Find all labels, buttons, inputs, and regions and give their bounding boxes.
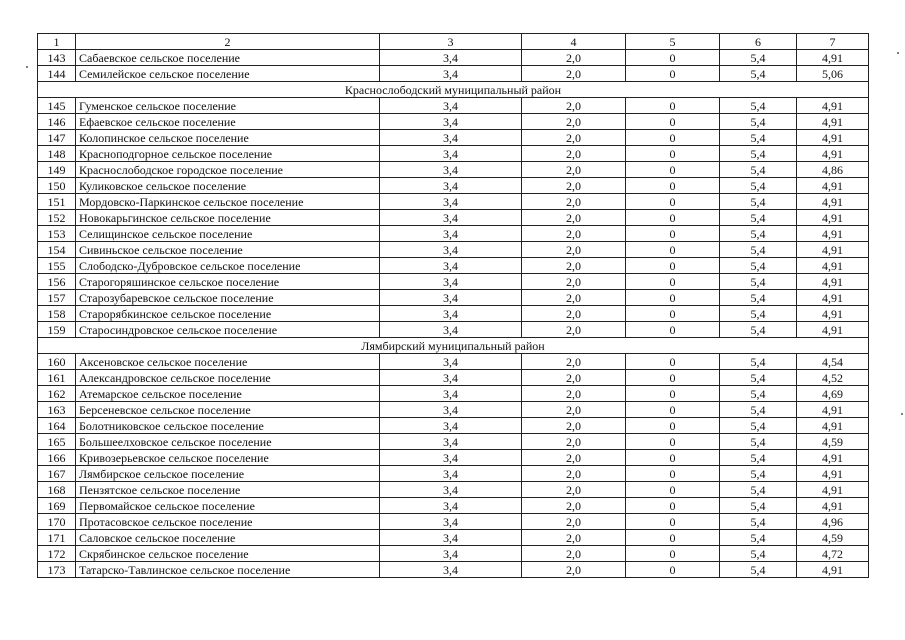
value-col-4: 2,0	[522, 434, 626, 450]
value-col-3: 3,4	[380, 130, 522, 146]
value-col-7: 4,91	[797, 98, 869, 114]
value-col-6: 5,4	[720, 530, 797, 546]
value-col-3: 3,4	[380, 98, 522, 114]
value-col-3: 3,4	[380, 514, 522, 530]
value-col-4: 2,0	[522, 178, 626, 194]
header-row	[38, 34, 869, 50]
value-col-4: 2,0	[522, 306, 626, 322]
value-col-7: 4,59	[797, 434, 869, 450]
value-col-7: 4,91	[797, 498, 869, 514]
row-number: 152	[38, 210, 76, 226]
value-col-7: 4,91	[797, 242, 869, 258]
row-number: 166	[38, 450, 76, 466]
value-col-3: 3,4	[380, 386, 522, 402]
table-row	[38, 546, 869, 562]
section-title: Краснослободский муниципальный район	[38, 82, 869, 98]
row-number: 173	[38, 562, 76, 578]
row-number: 171	[38, 530, 76, 546]
value-col-5: 0	[626, 418, 720, 434]
section-row	[38, 338, 869, 354]
settlement-name: Куликовское сельское поселение	[76, 178, 380, 194]
value-col-5: 0	[626, 402, 720, 418]
value-col-7: 5,06	[797, 66, 869, 82]
settlement-name: Александровское сельское поселение	[76, 370, 380, 386]
table-row	[38, 530, 869, 546]
value-col-7: 4,86	[797, 162, 869, 178]
value-col-3: 3,4	[380, 354, 522, 370]
scan-speck	[26, 66, 28, 68]
settlement-name: Слободско-Дубровское сельское поселение	[76, 258, 380, 274]
value-col-4: 2,0	[522, 258, 626, 274]
section-row	[38, 82, 869, 98]
row-number: 167	[38, 466, 76, 482]
settlement-name: Сабаевское сельское поселение	[76, 50, 380, 66]
row-number: 170	[38, 514, 76, 530]
value-col-6: 5,4	[720, 210, 797, 226]
settlement-name: Аксеновское сельское поселение	[76, 354, 380, 370]
table-row	[38, 194, 869, 210]
value-col-4: 2,0	[522, 226, 626, 242]
table-body	[38, 34, 869, 578]
row-number: 161	[38, 370, 76, 386]
table-row	[38, 450, 869, 466]
row-number: 145	[38, 98, 76, 114]
value-col-7: 4,91	[797, 306, 869, 322]
settlement-name: Протасовское сельское поселение	[76, 514, 380, 530]
value-col-7: 4,91	[797, 178, 869, 194]
row-number: 156	[38, 274, 76, 290]
value-col-4: 2,0	[522, 418, 626, 434]
value-col-5: 0	[626, 114, 720, 130]
value-col-5: 0	[626, 322, 720, 338]
value-col-6: 5,4	[720, 466, 797, 482]
value-col-5: 0	[626, 162, 720, 178]
value-col-6: 5,4	[720, 562, 797, 578]
settlement-name: Семилейское сельское поселение	[76, 66, 380, 82]
value-col-3: 3,4	[380, 498, 522, 514]
value-col-4: 2,0	[522, 210, 626, 226]
value-col-3: 3,4	[380, 226, 522, 242]
header-cell-5: 5	[626, 34, 720, 50]
value-col-5: 0	[626, 530, 720, 546]
value-col-4: 2,0	[522, 482, 626, 498]
value-col-5: 0	[626, 466, 720, 482]
table-row	[38, 498, 869, 514]
row-number: 163	[38, 402, 76, 418]
table-row	[38, 290, 869, 306]
value-col-7: 4,91	[797, 450, 869, 466]
value-col-6: 5,4	[720, 402, 797, 418]
row-number: 162	[38, 386, 76, 402]
settlement-name: Красноподгорное сельское поселение	[76, 146, 380, 162]
row-number: 165	[38, 434, 76, 450]
table-row	[38, 514, 869, 530]
value-col-7: 4,91	[797, 562, 869, 578]
value-col-5: 0	[626, 290, 720, 306]
value-col-4: 2,0	[522, 370, 626, 386]
value-col-4: 2,0	[522, 466, 626, 482]
value-col-3: 3,4	[380, 402, 522, 418]
table-row	[38, 402, 869, 418]
settlement-name: Первомайское сельское поселение	[76, 498, 380, 514]
section-title: Лямбирский муниципальный район	[38, 338, 869, 354]
row-number: 164	[38, 418, 76, 434]
value-col-7: 4,59	[797, 530, 869, 546]
settlement-name: Новокарьгинское сельское поселение	[76, 210, 380, 226]
table-row	[38, 178, 869, 194]
value-col-6: 5,4	[720, 482, 797, 498]
value-col-4: 2,0	[522, 274, 626, 290]
table-row	[38, 482, 869, 498]
value-col-5: 0	[626, 370, 720, 386]
settlement-name: Мордовско-Паркинское сельское поселение	[76, 194, 380, 210]
value-col-6: 5,4	[720, 178, 797, 194]
settlement-name: Кривозерьевское сельское поселение	[76, 450, 380, 466]
value-col-6: 5,4	[720, 146, 797, 162]
value-col-7: 4,91	[797, 322, 869, 338]
settlement-name: Саловское сельское поселение	[76, 530, 380, 546]
table-row	[38, 306, 869, 322]
value-col-4: 2,0	[522, 98, 626, 114]
value-col-7: 4,72	[797, 546, 869, 562]
value-col-5: 0	[626, 482, 720, 498]
settlement-name: Болотниковское сельское поселение	[76, 418, 380, 434]
header-cell-2: 2	[76, 34, 380, 50]
value-col-4: 2,0	[522, 546, 626, 562]
value-col-5: 0	[626, 146, 720, 162]
value-col-3: 3,4	[380, 66, 522, 82]
value-col-5: 0	[626, 274, 720, 290]
table-row	[38, 146, 869, 162]
value-col-7: 4,52	[797, 370, 869, 386]
value-col-6: 5,4	[720, 450, 797, 466]
value-col-6: 5,4	[720, 306, 797, 322]
table-row	[38, 386, 869, 402]
value-col-6: 5,4	[720, 194, 797, 210]
table-row	[38, 98, 869, 114]
value-col-7: 4,69	[797, 386, 869, 402]
value-col-4: 2,0	[522, 130, 626, 146]
value-col-5: 0	[626, 242, 720, 258]
row-number: 157	[38, 290, 76, 306]
row-number: 168	[38, 482, 76, 498]
value-col-7: 4,96	[797, 514, 869, 530]
table-row	[38, 130, 869, 146]
value-col-4: 2,0	[522, 530, 626, 546]
value-col-5: 0	[626, 210, 720, 226]
value-col-3: 3,4	[380, 50, 522, 66]
value-col-4: 2,0	[522, 146, 626, 162]
value-col-3: 3,4	[380, 466, 522, 482]
value-col-3: 3,4	[380, 274, 522, 290]
settlement-name: Старорябкинское сельское поселение	[76, 306, 380, 322]
value-col-7: 4,91	[797, 402, 869, 418]
value-col-7: 4,91	[797, 50, 869, 66]
value-col-6: 5,4	[720, 322, 797, 338]
value-col-3: 3,4	[380, 434, 522, 450]
value-col-6: 5,4	[720, 258, 797, 274]
row-number: 160	[38, 354, 76, 370]
value-col-6: 5,4	[720, 514, 797, 530]
value-col-5: 0	[626, 258, 720, 274]
table-row	[38, 434, 869, 450]
header-cell-1: 1	[38, 34, 76, 50]
header-cell-3: 3	[380, 34, 522, 50]
value-col-5: 0	[626, 178, 720, 194]
value-col-3: 3,4	[380, 178, 522, 194]
table-row	[38, 562, 869, 578]
value-col-6: 5,4	[720, 434, 797, 450]
table-row	[38, 50, 869, 66]
table-row	[38, 210, 869, 226]
settlement-name: Старозубаревское сельское поселение	[76, 290, 380, 306]
settlement-name: Селищинское сельское поселение	[76, 226, 380, 242]
value-col-4: 2,0	[522, 562, 626, 578]
row-number: 159	[38, 322, 76, 338]
settlement-name: Старогоряшинское сельское поселение	[76, 274, 380, 290]
table-row	[38, 242, 869, 258]
settlement-name: Краснослободское городское поселение	[76, 162, 380, 178]
row-number: 144	[38, 66, 76, 82]
settlement-name: Скрябинское сельское поселение	[76, 546, 380, 562]
value-col-7: 4,91	[797, 258, 869, 274]
table-row	[38, 162, 869, 178]
value-col-6: 5,4	[720, 274, 797, 290]
value-col-3: 3,4	[380, 210, 522, 226]
value-col-7: 4,91	[797, 466, 869, 482]
table-row	[38, 258, 869, 274]
value-col-3: 3,4	[380, 194, 522, 210]
value-col-3: 3,4	[380, 258, 522, 274]
settlement-name: Колопинское сельское поселение	[76, 130, 380, 146]
value-col-4: 2,0	[522, 50, 626, 66]
value-col-6: 5,4	[720, 114, 797, 130]
value-col-5: 0	[626, 194, 720, 210]
value-col-7: 4,54	[797, 354, 869, 370]
header-cell-4: 4	[522, 34, 626, 50]
value-col-7: 4,91	[797, 418, 869, 434]
settlement-name: Гуменское сельское поселение	[76, 98, 380, 114]
value-col-4: 2,0	[522, 66, 626, 82]
value-col-7: 4,91	[797, 226, 869, 242]
row-number: 169	[38, 498, 76, 514]
value-col-5: 0	[626, 450, 720, 466]
value-col-3: 3,4	[380, 546, 522, 562]
value-col-3: 3,4	[380, 162, 522, 178]
value-col-4: 2,0	[522, 386, 626, 402]
value-col-5: 0	[626, 498, 720, 514]
value-col-3: 3,4	[380, 450, 522, 466]
value-col-4: 2,0	[522, 290, 626, 306]
value-col-7: 4,91	[797, 130, 869, 146]
value-col-6: 5,4	[720, 50, 797, 66]
value-col-5: 0	[626, 386, 720, 402]
value-col-6: 5,4	[720, 290, 797, 306]
value-col-3: 3,4	[380, 530, 522, 546]
value-col-6: 5,4	[720, 418, 797, 434]
value-col-6: 5,4	[720, 242, 797, 258]
value-col-6: 5,4	[720, 66, 797, 82]
value-col-7: 4,91	[797, 114, 869, 130]
row-number: 148	[38, 146, 76, 162]
value-col-4: 2,0	[522, 162, 626, 178]
value-col-5: 0	[626, 50, 720, 66]
row-number: 155	[38, 258, 76, 274]
value-col-4: 2,0	[522, 322, 626, 338]
settlement-name: Старосиндровское сельское поселение	[76, 322, 380, 338]
table-row	[38, 226, 869, 242]
value-col-3: 3,4	[380, 306, 522, 322]
row-number: 143	[38, 50, 76, 66]
value-col-7: 4,91	[797, 274, 869, 290]
settlement-name: Татарско-Тавлинское сельское поселение	[76, 562, 380, 578]
table-row	[38, 354, 869, 370]
header-cell-6: 6	[720, 34, 797, 50]
table-row	[38, 114, 869, 130]
value-col-5: 0	[626, 514, 720, 530]
value-col-6: 5,4	[720, 162, 797, 178]
scan-speck	[897, 52, 899, 54]
settlement-name: Пензятское сельское поселение	[76, 482, 380, 498]
value-col-4: 2,0	[522, 354, 626, 370]
row-number: 150	[38, 178, 76, 194]
value-col-3: 3,4	[380, 562, 522, 578]
settlement-name: Большеелховское сельское поселение	[76, 434, 380, 450]
value-col-5: 0	[626, 306, 720, 322]
value-col-3: 3,4	[380, 146, 522, 162]
value-col-4: 2,0	[522, 194, 626, 210]
value-col-5: 0	[626, 226, 720, 242]
value-col-6: 5,4	[720, 226, 797, 242]
value-col-3: 3,4	[380, 242, 522, 258]
table-row	[38, 66, 869, 82]
header-cell-7: 7	[797, 34, 869, 50]
value-col-7: 4,91	[797, 210, 869, 226]
row-number: 149	[38, 162, 76, 178]
table-row	[38, 418, 869, 434]
value-col-6: 5,4	[720, 98, 797, 114]
value-col-4: 2,0	[522, 514, 626, 530]
table-row	[38, 370, 869, 386]
row-number: 147	[38, 130, 76, 146]
table-row	[38, 466, 869, 482]
value-col-4: 2,0	[522, 242, 626, 258]
settlement-name: Берсеневское сельское поселение	[76, 402, 380, 418]
row-number: 146	[38, 114, 76, 130]
row-number: 154	[38, 242, 76, 258]
value-col-5: 0	[626, 354, 720, 370]
value-col-6: 5,4	[720, 498, 797, 514]
row-number: 158	[38, 306, 76, 322]
data-table	[37, 33, 869, 578]
table-row	[38, 274, 869, 290]
settlement-name: Лямбирское сельское поселение	[76, 466, 380, 482]
value-col-7: 4,91	[797, 290, 869, 306]
value-col-3: 3,4	[380, 290, 522, 306]
row-number: 151	[38, 194, 76, 210]
value-col-5: 0	[626, 98, 720, 114]
value-col-3: 3,4	[380, 370, 522, 386]
value-col-4: 2,0	[522, 114, 626, 130]
value-col-7: 4,91	[797, 146, 869, 162]
row-number: 153	[38, 226, 76, 242]
table-row	[38, 322, 869, 338]
settlement-name: Ефаевское сельское поселение	[76, 114, 380, 130]
value-col-4: 2,0	[522, 450, 626, 466]
value-col-3: 3,4	[380, 114, 522, 130]
value-col-6: 5,4	[720, 370, 797, 386]
value-col-5: 0	[626, 434, 720, 450]
settlement-name: Сивиньское сельское поселение	[76, 242, 380, 258]
value-col-6: 5,4	[720, 546, 797, 562]
value-col-3: 3,4	[380, 418, 522, 434]
scan-speck	[901, 413, 903, 415]
value-col-5: 0	[626, 130, 720, 146]
value-col-5: 0	[626, 546, 720, 562]
row-number: 172	[38, 546, 76, 562]
value-col-4: 2,0	[522, 498, 626, 514]
value-col-6: 5,4	[720, 130, 797, 146]
value-col-6: 5,4	[720, 386, 797, 402]
value-col-7: 4,91	[797, 194, 869, 210]
value-col-4: 2,0	[522, 402, 626, 418]
value-col-6: 5,4	[720, 354, 797, 370]
settlement-name: Атемарское сельское поселение	[76, 386, 380, 402]
value-col-5: 0	[626, 66, 720, 82]
value-col-3: 3,4	[380, 482, 522, 498]
value-col-7: 4,91	[797, 482, 869, 498]
value-col-5: 0	[626, 562, 720, 578]
value-col-3: 3,4	[380, 322, 522, 338]
